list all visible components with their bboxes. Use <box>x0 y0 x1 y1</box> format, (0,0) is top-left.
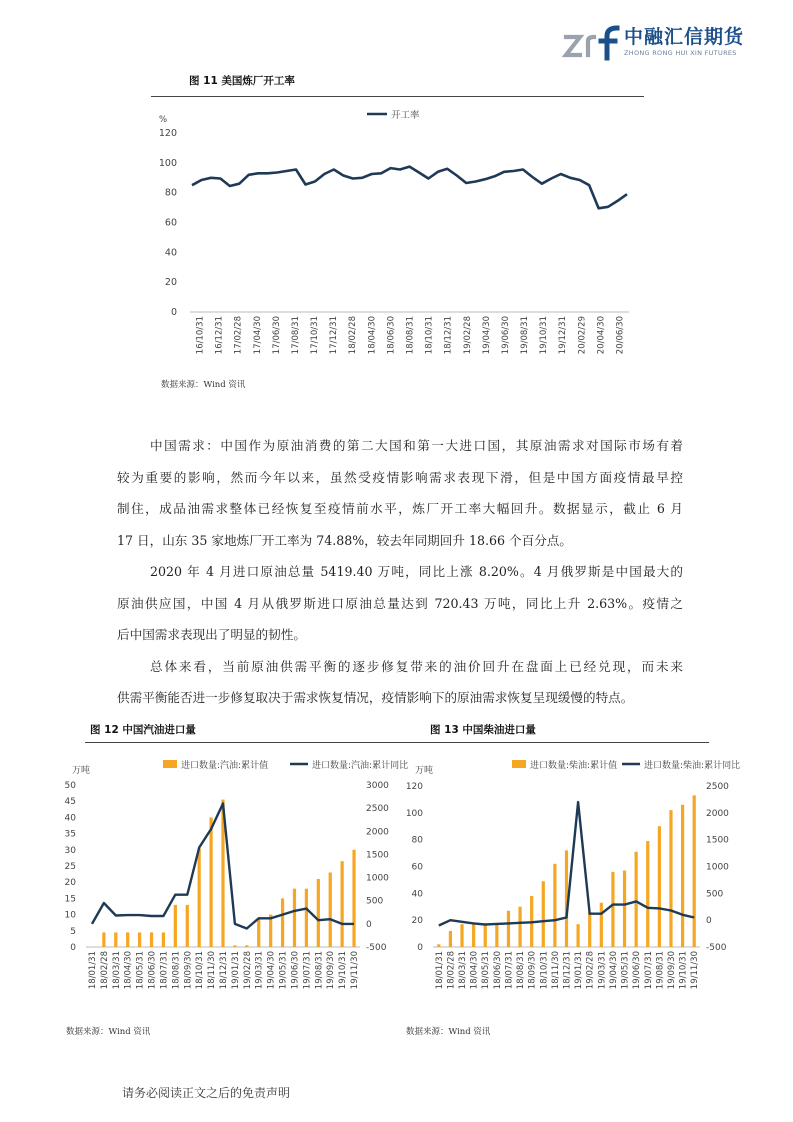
x-tick-label: 19/03/31 <box>254 951 265 990</box>
x-tick-label: 18/07/31 <box>504 951 515 990</box>
x-tick-label: 19/08/31 <box>655 951 666 990</box>
bar <box>600 903 603 947</box>
y-left-tick-label: 0 <box>70 943 76 953</box>
x-tick-label: 19/10/31 <box>678 951 689 990</box>
y-tick-label: 40 <box>164 247 177 259</box>
x-tick-label: 19/10/31 <box>338 951 349 990</box>
y-right-tick-label: 500 <box>706 889 724 900</box>
y-left-tick-label: 40 <box>64 813 76 824</box>
x-tick-label: 17/02/28 <box>233 316 244 355</box>
bar <box>518 907 521 947</box>
bar <box>209 817 212 947</box>
x-tick-label: 19/11/30 <box>690 951 701 990</box>
x-tick-label: 18/04/30 <box>367 316 378 355</box>
figure-11-rule <box>151 96 644 97</box>
x-tick-label: 20/06/30 <box>615 316 626 355</box>
bar <box>150 932 153 947</box>
bar <box>693 795 696 947</box>
paragraph-line: 原油供应国，中国 4 月从俄罗斯进口原油总量达到 720.43 万吨，同比上升 2.63%。疫情之 <box>117 595 683 611</box>
bar <box>341 861 344 947</box>
x-tick-label: 17/04/30 <box>252 316 263 355</box>
x-tick-label: 18/07/31 <box>159 951 170 990</box>
paragraph-line: 中国需求：中国作为原油消费的第二大国和第一大进口国，其原油需求对国际市场有着 <box>150 438 683 453</box>
x-tick-label: 18/04/30 <box>469 951 480 990</box>
x-tick-label: 18/01/31 <box>87 951 98 990</box>
y-left-tick-label: 0 <box>417 943 423 953</box>
bar <box>507 911 510 947</box>
x-tick-label: 18/02/28 <box>446 951 457 990</box>
bar <box>437 944 440 947</box>
company-name-cn: 中融汇信期货 <box>624 26 745 48</box>
legend-bar-label: 进口数量:汽油:累计值 <box>181 761 269 771</box>
x-tick-label: 18/10/31 <box>424 316 435 355</box>
y-right-tick-label: 0 <box>366 919 372 930</box>
bar <box>611 872 614 947</box>
y-right-tick-label: 1000 <box>366 873 389 884</box>
x-tick-label: 18/08/31 <box>171 951 182 990</box>
bar <box>449 931 452 947</box>
x-tick-label: 19/05/31 <box>278 951 289 990</box>
figure-13-chart <box>400 748 741 1023</box>
y-right-tick-label: 2500 <box>706 782 729 792</box>
x-tick-label: 16/12/31 <box>214 316 225 355</box>
y-right-tick-label: 1500 <box>366 850 389 861</box>
y-right-tick-label: 500 <box>366 896 384 907</box>
x-tick-label: 19/09/30 <box>666 951 677 990</box>
figure-11-chart <box>151 100 644 372</box>
bar <box>257 919 260 947</box>
y-tick-label: 20 <box>164 277 177 289</box>
bar <box>635 852 638 947</box>
figure-13-rule <box>398 742 709 743</box>
series-line-kaigonglv <box>192 167 627 209</box>
x-tick-label: 17/10/31 <box>310 316 321 355</box>
x-tick-label: 19/04/30 <box>481 316 492 355</box>
figure-12-source: 数据来源：Wind 资讯 <box>66 1027 151 1037</box>
figure-12-chart <box>60 748 409 1023</box>
x-tick-label: 20/04/30 <box>596 316 607 355</box>
y-left-tick-label: 50 <box>64 781 76 791</box>
paragraph-line: 17 日，山东 35 家地炼厂开工率为 74.88%，较去年同期回升 18.66 个百分点。 <box>117 532 572 548</box>
x-tick-label: 19/01/31 <box>574 951 585 990</box>
y-right-tick-label: 0 <box>706 916 712 927</box>
x-tick-label: 18/10/31 <box>195 951 206 990</box>
legend-bar-swatch <box>163 760 177 768</box>
y-tick-label: 100 <box>158 157 177 169</box>
x-tick-label: 19/05/31 <box>620 951 631 990</box>
x-tick-label: 18/03/31 <box>111 951 122 990</box>
x-tick-label: 19/02/28 <box>585 951 596 990</box>
x-tick-label: 19/02/28 <box>462 316 473 355</box>
legend-label: 开工率 <box>391 110 420 121</box>
y-left-tick-label: 20 <box>64 878 76 889</box>
bar <box>329 872 332 947</box>
bar <box>588 912 591 947</box>
x-tick-label: 18/11/30 <box>550 951 561 990</box>
x-tick-label: 18/12/31 <box>219 951 229 990</box>
x-tick-label: 18/08/31 <box>405 316 416 355</box>
x-tick-label: 18/12/31 <box>562 951 573 990</box>
y-left-tick-label: 5 <box>70 926 76 937</box>
bar <box>681 805 684 947</box>
x-tick-label: 18/06/30 <box>492 951 503 990</box>
x-tick-label: 16/10/31 <box>195 316 206 355</box>
x-tick-label: 19/07/31 <box>302 951 313 990</box>
x-tick-label: 18/02/28 <box>348 316 359 355</box>
x-tick-label: 19/12/31 <box>558 316 569 355</box>
paragraph-line: 总体来看，当前原油供需平衡的逐步修复带来的油价回升在盘面上已经兑现，而未来 <box>150 658 683 674</box>
x-tick-label: 20/02/29 <box>577 316 588 355</box>
x-tick-label: 19/11/30 <box>350 951 361 990</box>
x-tick-label: 18/01/31 <box>434 951 445 990</box>
figure-13-source: 数据来源：Wind 资讯 <box>406 1027 491 1037</box>
x-tick-label: 18/09/30 <box>183 951 194 990</box>
y-right-tick-label: 2500 <box>366 804 389 815</box>
x-tick-label: 17/08/31 <box>290 316 301 355</box>
y-right-tick-label: 1500 <box>706 835 729 846</box>
bar <box>174 905 177 947</box>
x-tick-label: 18/08/31 <box>516 951 527 990</box>
y-tick-label: 120 <box>158 128 177 139</box>
legend-bar-swatch <box>512 760 526 768</box>
y-axis-unit: 万吨 <box>72 766 91 776</box>
bar <box>126 932 129 947</box>
y-tick-label: 0 <box>170 307 177 318</box>
y-left-tick-label: 20 <box>411 916 423 927</box>
y-left-tick-label: 100 <box>405 808 423 819</box>
bar <box>305 889 308 947</box>
x-tick-label: 19/03/31 <box>597 951 608 990</box>
bar <box>114 932 117 947</box>
x-tick-label: 17/06/30 <box>271 316 282 355</box>
x-tick-label: 18/11/30 <box>207 951 218 990</box>
figure-12-rule <box>85 742 398 743</box>
y-left-tick-label: 10 <box>64 910 76 921</box>
paragraph-line: 后中国需求表现出了明显的韧性。 <box>117 627 306 642</box>
bar <box>245 945 248 947</box>
y-left-tick-label: 40 <box>411 889 423 900</box>
figure-12-title: 图 12 中国汽油进口量 <box>90 724 196 736</box>
paragraph-line: 较为重要的影响，然而今年以来，虽然受疫情影响需求表现下滑，但是中国方面疫情最早控 <box>117 469 683 485</box>
y-left-tick-label: 15 <box>64 894 76 905</box>
company-logo-mark <box>563 24 621 60</box>
bar <box>281 898 284 947</box>
bar <box>577 924 580 947</box>
bar <box>472 924 475 947</box>
y-axis-unit: % <box>159 115 168 125</box>
x-tick-label: 18/04/30 <box>123 951 134 990</box>
figure-13-title: 图 13 中国柴油进口量 <box>430 724 536 736</box>
bar <box>138 932 141 947</box>
bar <box>553 864 556 947</box>
x-tick-label: 19/06/30 <box>290 951 301 990</box>
figure-11-title: 图 11 美国炼厂开工率 <box>189 75 295 87</box>
company-name-en: ZHONG RONG HUI XIN FUTURES <box>624 49 737 57</box>
legend-line-label: 进口数量:柴油:累计同比 <box>644 761 741 771</box>
legend-line-label: 进口数量:汽油:累计同比 <box>312 761 409 771</box>
body-text <box>117 430 683 714</box>
bar <box>162 932 165 947</box>
y-right-tick-label: -500 <box>366 943 387 953</box>
x-tick-label: 19/06/30 <box>500 316 511 355</box>
legend-bar-label: 进口数量:柴油:累计值 <box>530 761 618 771</box>
bar <box>102 932 105 947</box>
bar <box>484 924 487 947</box>
paragraph-line: 2020 年 4 月进口原油总量 5419.40 万吨，同比上涨 8.20%。4 月俄罗斯是中国最大的 <box>150 564 683 579</box>
y-left-tick-label: 80 <box>411 835 423 846</box>
x-tick-label: 18/09/30 <box>527 951 538 990</box>
y-left-tick-label: 30 <box>64 845 76 856</box>
x-tick-label: 19/02/28 <box>242 951 253 990</box>
bar <box>352 850 355 947</box>
y-left-tick-label: 120 <box>405 782 423 792</box>
x-tick-label: 18/05/31 <box>481 951 492 990</box>
bar <box>495 923 498 947</box>
x-tick-label: 18/10/31 <box>539 951 550 990</box>
bar <box>669 810 672 947</box>
y-left-tick-label: 25 <box>64 862 76 872</box>
bar <box>542 881 545 947</box>
y-axis-unit: 万吨 <box>415 766 434 776</box>
bar <box>186 905 189 947</box>
y-tick-label: 60 <box>164 217 177 229</box>
x-tick-label: 18/12/31 <box>443 316 454 355</box>
x-tick-label: 18/03/31 <box>458 951 469 990</box>
y-right-tick-label: 1000 <box>706 862 729 873</box>
y-left-tick-label: 35 <box>64 829 76 840</box>
bar <box>233 945 236 947</box>
y-left-tick-label: 60 <box>411 862 423 873</box>
y-right-tick-label: 3000 <box>366 781 389 791</box>
x-tick-label: 19/04/30 <box>266 951 277 990</box>
y-right-tick-label: -500 <box>706 943 727 953</box>
bar <box>646 841 649 947</box>
paragraph-line: 供需平衡能否进一步修复取决于需求恢复情况，疫情影响下的原油需求恢复呈现缓慢的特点。 <box>117 690 634 705</box>
y-tick-label: 80 <box>164 187 177 199</box>
y-right-tick-label: 2000 <box>706 808 729 819</box>
bar <box>293 889 296 947</box>
x-tick-label: 19/08/31 <box>314 951 325 990</box>
x-tick-label: 19/07/31 <box>643 951 654 990</box>
figure-11-source: 数据来源：Wind 资讯 <box>161 380 246 390</box>
x-tick-label: 19/10/31 <box>539 316 550 355</box>
x-tick-label: 19/06/30 <box>632 951 643 990</box>
x-tick-label: 17/12/31 <box>329 316 340 355</box>
bar <box>658 826 661 947</box>
x-tick-label: 18/06/30 <box>147 951 158 990</box>
paragraph-line: 制住，成品油需求整体已经恢复至疫情前水平，炼厂开工率大幅回升。数据显示，截止 6 月 <box>117 501 683 516</box>
bar <box>198 848 201 947</box>
x-tick-label: 19/01/31 <box>230 951 241 990</box>
x-tick-label: 19/08/31 <box>520 316 531 355</box>
footer-disclaimer: 请务必阅读正文之后的免责声明 <box>122 1086 291 1100</box>
x-tick-label: 18/02/28 <box>99 951 110 990</box>
x-tick-label: 19/09/30 <box>326 951 337 990</box>
y-left-tick-label: 45 <box>64 797 76 808</box>
x-tick-label: 18/05/31 <box>135 951 146 990</box>
x-tick-label: 19/04/30 <box>608 951 619 990</box>
x-tick-label: 18/06/30 <box>386 316 397 355</box>
bar <box>317 879 320 947</box>
bar <box>623 871 626 947</box>
bar <box>460 924 463 947</box>
y-right-tick-label: 2000 <box>366 827 389 838</box>
